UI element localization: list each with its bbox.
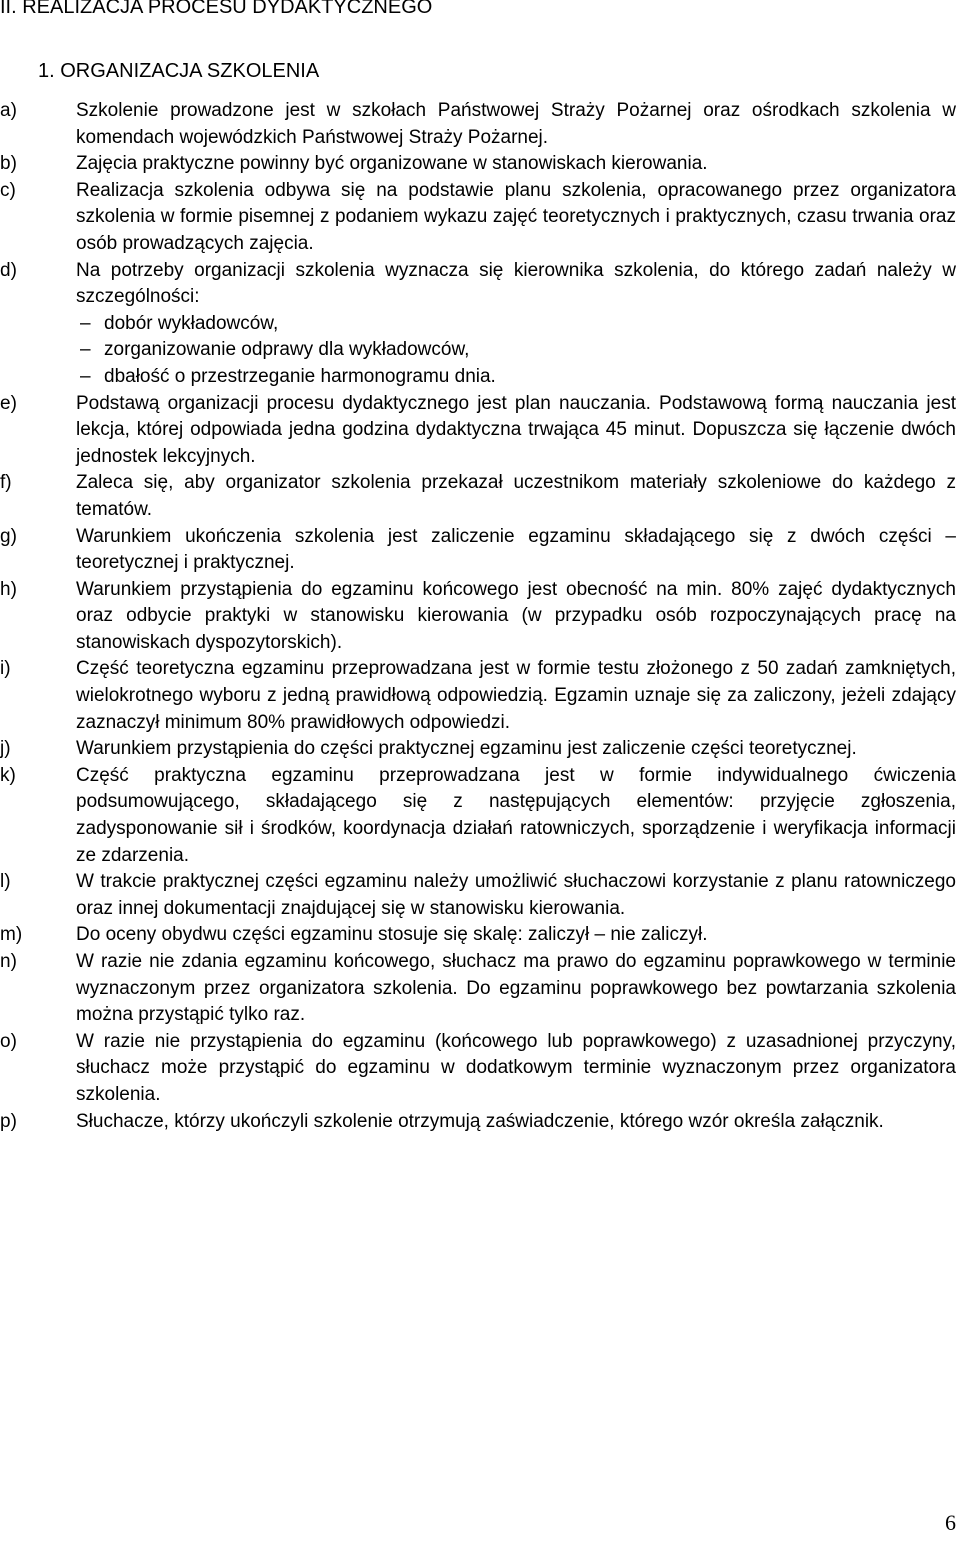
list-item bbox=[0, 391, 956, 471]
item-text: Na potrzeby organizacji szkolenia wyznacza się kierownika szkolenia, do którego zadań należy w szczególności: bbox=[76, 259, 956, 308]
dash-bullet: – bbox=[80, 365, 91, 387]
sub-item-text: dbałość o przestrzeganie harmonogramu dnia. bbox=[104, 365, 496, 387]
item-text: Szkolenie prowadzone jest w szkołach Państwowej Straży Pożarnej oraz ośrodkach szkolenia w komendach wojewódzkich Państwowej Straży Pożarnej. bbox=[76, 100, 956, 148]
list-item bbox=[0, 922, 956, 949]
list-item bbox=[0, 1029, 956, 1109]
sub-item bbox=[76, 311, 956, 338]
item-label: n) bbox=[0, 951, 17, 972]
item-text: W razie nie zdania egzaminu końcowego, słuchacz ma prawo do egzaminu poprawkowego w terminie wyznaczonym przez organizatora szkolenia. Do egzaminu poprawkowego bez powtarzania szkolenia można przystąpić tylko raz. bbox=[76, 951, 956, 1026]
list-item bbox=[0, 736, 956, 763]
list-item bbox=[0, 98, 956, 151]
item-label: l) bbox=[0, 871, 11, 893]
item-label: f) bbox=[0, 472, 12, 494]
subsection-heading: 1. ORGANIZACJA SZKOLENIA bbox=[38, 60, 320, 82]
item-text: Warunkiem przystąpienia do części praktycznej egzaminu jest zaliczenie części teoretycznej. bbox=[76, 738, 857, 760]
section-heading: II. REALIZACJA PROCESU DYDAKTYCZNEGO bbox=[0, 0, 433, 18]
item-label: a) bbox=[0, 100, 17, 121]
item-text: W razie nie przystąpienia do egzaminu (końcowego lub poprawkowego) z uzasadnionej przyczyny, słuchacz może przystąpić do egzaminu w dodatkowym terminie wyznaczonym przez organizatora szkolenia. bbox=[76, 1030, 956, 1105]
sub-item-text: zorganizowanie odprawy dla wykładowców, bbox=[104, 339, 470, 361]
sub-item bbox=[76, 364, 956, 391]
dash-bullet: – bbox=[80, 339, 91, 361]
item-label: m) bbox=[0, 924, 23, 946]
list-item bbox=[0, 178, 956, 258]
item-text: Do oceny obydwu części egzaminu stosuje się skalę: zaliczył – nie zaliczył. bbox=[76, 924, 708, 946]
item-list bbox=[0, 98, 956, 1135]
list-item bbox=[0, 869, 956, 922]
list-item bbox=[0, 763, 956, 869]
item-text: Część praktyczna egzaminu przeprowadzana jest w formie indywidualnego ćwiczenia podsumowującego, składającego się z następujących elementów: przyjęcie zgłoszenia, zadysponowanie sił i środków, koordynacja działań ratowniczych, sporządzenie i weryfikacja informacji ze zdarzenia. bbox=[76, 764, 956, 866]
item-text: Słuchacze, którzy ukończyli szkolenie otrzymują zaświadczenie, którego wzór określa załącznik. bbox=[76, 1110, 884, 1132]
item-label: p) bbox=[0, 1110, 17, 1132]
item-text: Warunkiem przystąpienia do egzaminu końcowego jest obecność na min. 80% zajęć dydaktycznych oraz odbycie praktyki w stanowisku kierowania (w przypadku osób rozpoczynających pracę na stanowiskach dyspozytorskich). bbox=[76, 578, 956, 653]
sub-item bbox=[76, 337, 956, 364]
item-label: h) bbox=[0, 578, 17, 600]
item-label: b) bbox=[0, 153, 17, 175]
item-label: g) bbox=[0, 525, 17, 547]
list-item bbox=[0, 949, 956, 1029]
item-text: Podstawą organizacji procesu dydaktycznego jest plan nauczania. Podstawową formą nauczania jest lekcja, której odpowiada jedna godzina dydaktyczna trwająca 45 minut. Dopuszcza się łączenie dwóch jednostek lekcyjnych. bbox=[76, 392, 956, 467]
item-text: Zajęcia praktyczne powinny być organizowane w stanowiskach kierowania. bbox=[76, 153, 708, 175]
list-item bbox=[0, 470, 956, 523]
item-label: c) bbox=[0, 179, 16, 201]
list-item bbox=[0, 151, 956, 178]
dash-bullet: – bbox=[80, 312, 91, 334]
list-item bbox=[0, 577, 956, 657]
item-label: k) bbox=[0, 764, 16, 786]
item-label: o) bbox=[0, 1030, 17, 1052]
item-text: Część teoretyczna egzaminu przeprowadzana jest w formie testu złożonego z 50 zadań zamkniętych, wielokrotnego wyboru z jedną prawidłową odpowiedzią. Egzamin uznaje się za zaliczony, jeżeli zdający zaznaczył minimum 80% prawidłowych odpowiedzi. bbox=[76, 658, 956, 733]
page-number: 6 bbox=[945, 1510, 956, 1535]
list-item bbox=[0, 1109, 956, 1136]
item-label: j) bbox=[0, 738, 11, 760]
item-label: i) bbox=[0, 658, 11, 680]
list-item bbox=[0, 524, 956, 577]
sub-item-text: dobór wykładowców, bbox=[104, 312, 279, 334]
item-text: W trakcie praktycznej części egzaminu należy umożliwić słuchaczowi korzystanie z planu ratowniczego oraz innej dokumentacji znajdującej się w stanowisku kierowania. bbox=[76, 871, 956, 919]
item-text: Zaleca się, aby organizator szkolenia przekazał uczestnikom materiały szkoleniowe do każdego z tematów. bbox=[76, 472, 956, 520]
item-label: d) bbox=[0, 259, 17, 281]
item-text: Realizacja szkolenia odbywa się na podstawie planu szkolenia, opracowanego przez organizatora szkolenia w formie pisemnej z podaniem wykazu zajęć teoretycznych i praktycznych, czasu trwania oraz osób prowadzących zajęcia. bbox=[76, 179, 956, 254]
list-item bbox=[0, 656, 956, 736]
item-label: e) bbox=[0, 392, 17, 414]
list-item bbox=[0, 258, 956, 391]
item-text: Warunkiem ukończenia szkolenia jest zaliczenie egzaminu składającego się z dwóch części – teoretycznej i praktycznej. bbox=[76, 525, 956, 574]
